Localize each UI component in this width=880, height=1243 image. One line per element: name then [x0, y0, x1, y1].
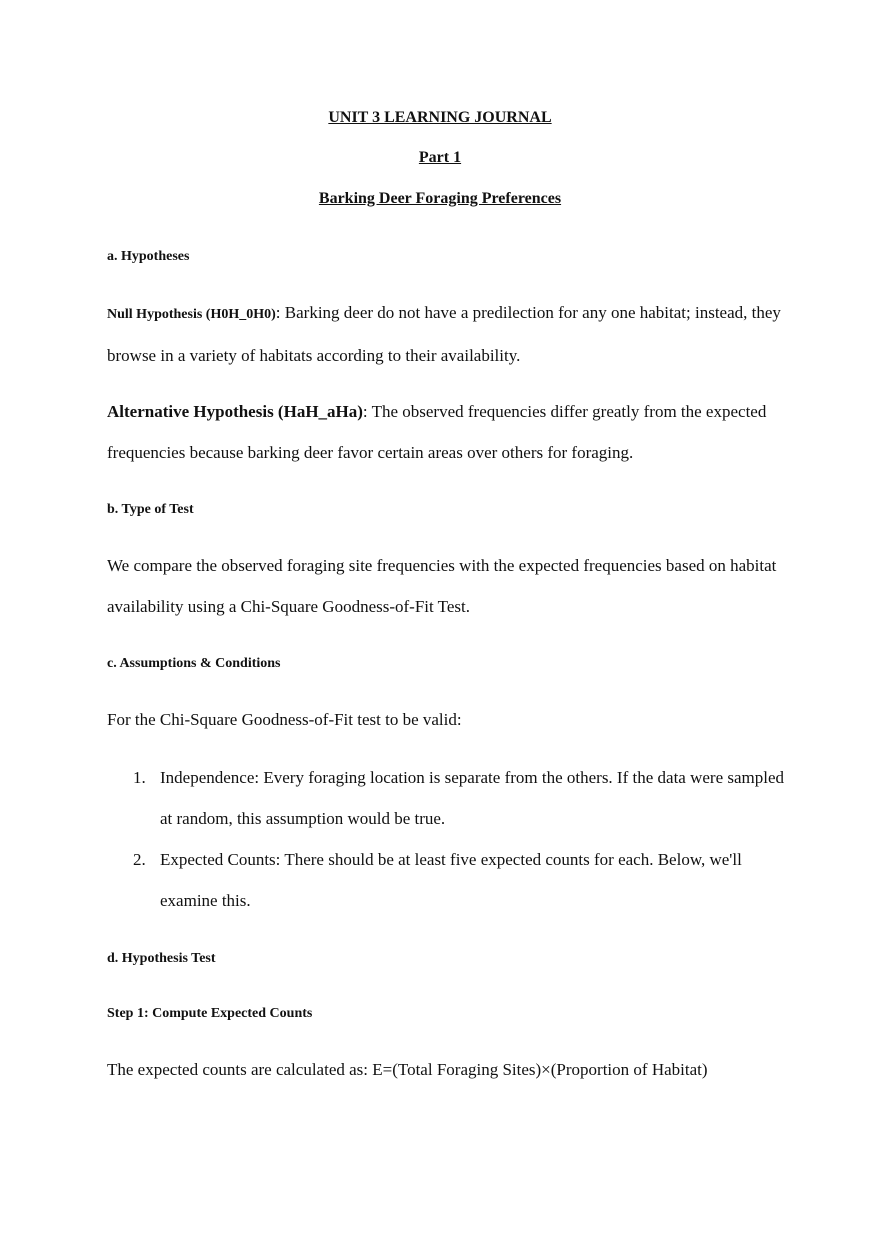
null-hypothesis-text: : Barking deer do not have a predilection for any one habitat; instead, they browse in a variety of habitats according to their availability. [107, 303, 781, 365]
list-item-text: Expected Counts: There should be at least five expected counts for each. Below, we'll examine this. [160, 850, 742, 910]
section-c-heading: c. Assumptions & Conditions [107, 656, 281, 671]
alternative-hypothesis-label: Alternative Hypothesis (HaH_aHa) [107, 402, 363, 421]
list-item [107, 757, 787, 839]
step1-paragraph: The expected counts are calculated as: E=(Total Foraging Sites)×(Proportion of Habitat) [107, 1060, 708, 1079]
step1-heading: Step 1: Compute Expected Counts [107, 1006, 313, 1021]
alternative-hypothesis-paragraph [107, 391, 787, 473]
null-hypothesis-paragraph [107, 292, 787, 376]
list-item [107, 839, 787, 921]
assumptions-intro: For the Chi-Square Goodness-of-Fit test to be valid: [107, 710, 462, 729]
section-a-heading: a. Hypotheses [107, 249, 190, 264]
part-title: Part 1 [418, 149, 462, 166]
list-item-text: Independence: Every foraging location is separate from the others. If the data were sampled at random, this assumption would be true. [160, 768, 785, 828]
section-b-heading: b. Type of Test [107, 502, 194, 517]
alternative-hypothesis-text: : The observed frequencies differ greatly from the expected frequencies because barking deer favor certain areas over others for foraging. [107, 402, 767, 462]
document-subtitle: Barking Deer Foraging Preferences [318, 190, 562, 207]
type-of-test-paragraph: We compare the observed foraging site frequencies with the expected frequencies based on habitat availability using a Chi-Square Goodness-of-Fit Test. [107, 556, 777, 616]
list-item-number: 2. [133, 850, 146, 869]
document-title: UNIT 3 LEARNING JOURNAL [328, 109, 552, 126]
list-item-number: 1. [133, 768, 146, 787]
null-hypothesis-label: Null Hypothesis (H0H_0H0) [107, 307, 276, 322]
section-d-heading: d. Hypothesis Test [107, 951, 216, 966]
